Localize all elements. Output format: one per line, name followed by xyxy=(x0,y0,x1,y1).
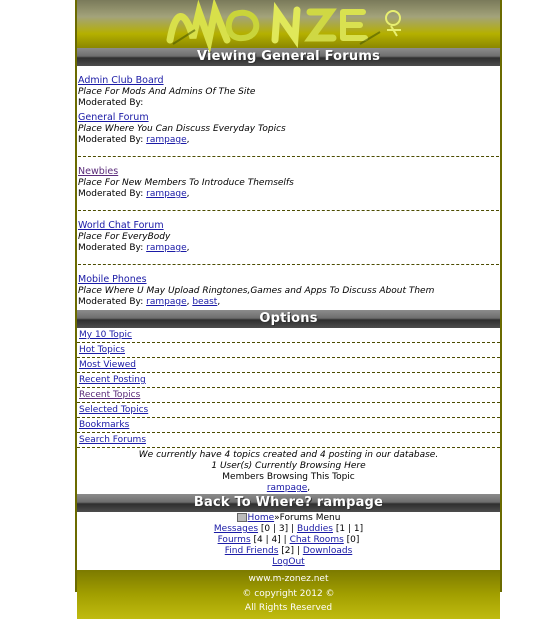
options-item xyxy=(77,388,500,403)
options-list xyxy=(77,328,500,448)
forum-description: Place Where U May Upload Ringtones,Games and Apps To Discuss About Them xyxy=(78,286,435,296)
options-item xyxy=(77,418,500,433)
chat-rooms-count: [0] xyxy=(346,535,360,545)
forum-description: Place For New Members To Introduce Themselfs xyxy=(78,178,294,188)
forum-description: Place For EveryBody xyxy=(78,232,171,242)
nav-separator: | xyxy=(291,524,295,534)
forum-item: World Chat Forum Place For EveryBody Moderated By: rampage, xyxy=(78,211,499,265)
page-frame xyxy=(75,0,502,613)
fourms-link[interactable]: Fourms xyxy=(217,535,251,545)
fourms-count: [4 | 4] xyxy=(253,535,281,545)
options-item xyxy=(77,403,500,418)
forum-description: Place For Mods And Admins Of The Site xyxy=(78,87,256,97)
option-link-recent-topics[interactable]: Recent Topics xyxy=(79,390,141,400)
breadcrumb-arrow: » xyxy=(274,513,280,523)
moderated-by-label: Moderated By: xyxy=(78,297,144,307)
browsing-users-text: 1 User(s) Currently Browsing Here xyxy=(211,461,366,471)
forum-link-newbies[interactable]: Newbies xyxy=(78,166,119,177)
moderated-by-label: Moderated By: xyxy=(78,98,144,108)
option-link-selected-topics[interactable]: Selected Topics xyxy=(79,405,149,415)
nav-separator: | xyxy=(296,546,300,556)
user-navigation xyxy=(77,512,500,570)
moderator-link-rampage[interactable]: rampage xyxy=(146,297,187,307)
moderated-by-label: Moderated By: xyxy=(78,243,144,253)
moderator-link-rampage[interactable]: rampage xyxy=(146,243,187,253)
members-browsing-label: Members Browsing This Topic xyxy=(222,472,355,482)
messages-link[interactable]: Messages xyxy=(213,524,259,534)
options-item xyxy=(77,343,500,358)
forum-item: Newbies Place For New Members To Introduce Themselfs Moderated By: rampage, xyxy=(78,157,499,211)
home-link[interactable]: Home xyxy=(247,513,275,523)
moderator-link-rampage[interactable]: rampage xyxy=(146,135,187,145)
options-title-bar xyxy=(77,310,500,328)
back-title-bar xyxy=(77,494,500,512)
viewing-forums-title-bar xyxy=(77,48,500,66)
find-friends-link[interactable]: Find Friends xyxy=(224,546,279,556)
back-title: Back To Where? rampage xyxy=(193,495,384,510)
option-link-hot-topics[interactable]: Hot Topics xyxy=(79,345,125,355)
browsing-member-link-rampage[interactable]: rampage xyxy=(266,483,308,493)
topics-stats-text: We currently have 4 topics created and 4 posting in our database. xyxy=(138,450,439,460)
footer-rights: All Rights Reserved xyxy=(244,603,333,613)
option-link-recent-posting[interactable]: Recent Posting xyxy=(79,375,146,385)
options-item xyxy=(77,433,500,448)
option-link-most-viewed[interactable]: Most Viewed xyxy=(79,360,136,370)
forum-item: Mobile Phones Place Where U May Upload Ringtones,Games and Apps To Discuss About Them Moderated By: rampage, beast, xyxy=(78,274,435,307)
chat-rooms-link[interactable]: Chat Rooms xyxy=(289,535,344,545)
logout-link[interactable]: LogOut xyxy=(272,557,305,567)
forum-link-general-forum[interactable]: General Forum xyxy=(78,112,149,123)
site-footer xyxy=(77,570,500,619)
home-icon xyxy=(237,513,247,522)
options-item xyxy=(77,358,500,373)
buddies-link[interactable]: Buddies xyxy=(296,524,333,534)
forum-item xyxy=(78,74,499,111)
forum-list xyxy=(77,66,500,310)
forums-menu-label: Forums Menu xyxy=(279,513,341,523)
forum-link-world-chat-forum[interactable]: World Chat Forum xyxy=(78,220,164,231)
find-friends-count: [2] xyxy=(281,546,295,556)
option-link-bookmarks[interactable]: Bookmarks xyxy=(79,420,130,430)
messages-count: [0 | 3] xyxy=(260,524,289,534)
moderator-link-beast[interactable]: beast xyxy=(192,297,218,307)
footer-site-url: www.m-zonez.net xyxy=(248,574,329,584)
forum-link-mobile-phones[interactable]: Mobile Phones xyxy=(78,274,147,285)
viewing-forums-title: Viewing General Forums xyxy=(196,49,381,64)
moderator-link-rampage[interactable]: rampage xyxy=(146,189,187,199)
buddies-count: [1 | 1] xyxy=(335,524,364,534)
moderated-by-label: Moderated By: xyxy=(78,135,144,145)
forum-item: General Forum Place Where You Can Discuss Everyday Topics Moderated By: rampage, xyxy=(78,111,499,157)
nav-separator: | xyxy=(283,535,287,545)
moderated-by-label: Moderated By: xyxy=(78,189,144,199)
footer-copyright: © copyright 2012 © xyxy=(242,588,335,599)
options-title: Options xyxy=(259,311,318,326)
graffiti-logo xyxy=(165,0,415,48)
option-link-search-forums[interactable]: Search Forums xyxy=(79,435,147,445)
options-item xyxy=(77,328,500,343)
member-separator: , xyxy=(307,483,311,493)
options-item xyxy=(77,373,500,388)
site-logo-banner xyxy=(77,0,500,48)
forum-link-admin-club-board[interactable]: Admin Club Board xyxy=(78,75,164,86)
downloads-link[interactable]: Downloads xyxy=(302,546,353,556)
forum-description: Place Where You Can Discuss Everyday Topics xyxy=(78,124,286,134)
option-link-my-10-topic[interactable]: My 10 Topic xyxy=(79,330,132,340)
forum-stats xyxy=(77,448,500,494)
